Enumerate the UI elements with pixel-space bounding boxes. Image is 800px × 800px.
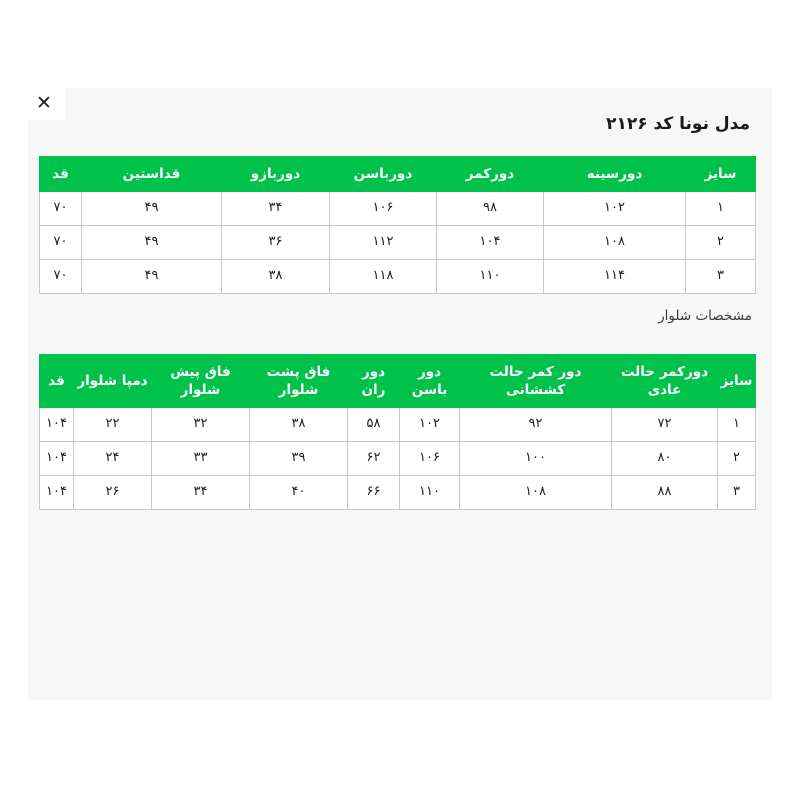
table-cell: ۲ <box>718 442 756 476</box>
table-cell: ۷۰ <box>40 226 82 260</box>
table-cell: ۴۹ <box>82 226 222 260</box>
table-cell: ۱ <box>718 408 756 442</box>
table-cell: ۴۰ <box>250 476 348 510</box>
table-cell: ۱۰۲ <box>400 408 460 442</box>
table-cell: ۱۱۲ <box>330 226 437 260</box>
table-header-cell: قد <box>40 354 74 407</box>
table-cell: ۱۰۴ <box>40 408 74 442</box>
table-cell: ۳ <box>718 476 756 510</box>
table-row <box>40 226 756 260</box>
pants-size-table-wrap <box>40 354 756 510</box>
table-cell: ۱ <box>686 192 756 226</box>
table-header-cell: دورکمر <box>437 157 544 192</box>
table-header-row <box>40 157 756 192</box>
table-row <box>40 408 756 442</box>
table-cell: ۳۸ <box>250 408 348 442</box>
table-header-cell: سایز <box>686 157 756 192</box>
table-header-cell: قد <box>40 157 82 192</box>
table-cell: ۱۰۶ <box>330 192 437 226</box>
table-cell: ۱۱۰ <box>400 476 460 510</box>
table-cell: ۷۰ <box>40 192 82 226</box>
table-cell: ۶۲ <box>348 442 400 476</box>
pants-size-table <box>39 354 756 510</box>
table-cell: ۱۰۴ <box>437 226 544 260</box>
size-guide-modal <box>28 88 772 700</box>
table-cell: ۳۲ <box>152 408 250 442</box>
shirt-size-table <box>39 156 756 294</box>
table-cell: ۲ <box>686 226 756 260</box>
table-cell: ۶۶ <box>348 476 400 510</box>
table-cell: ۱۰۰ <box>460 442 612 476</box>
table-cell: ۳۶ <box>222 226 330 260</box>
page-title: مدل نونا کد ۲۱۲۶ <box>606 114 750 134</box>
table-header-cell: دور ران <box>348 354 400 407</box>
table-cell: ۳ <box>686 260 756 294</box>
table-header-cell: دورباسن <box>330 157 437 192</box>
table-cell: ۱۰۴ <box>40 442 74 476</box>
table-cell: ۱۰۸ <box>544 226 686 260</box>
table-cell: ۱۰۸ <box>460 476 612 510</box>
table-header-cell: سایز <box>718 354 756 407</box>
table-header-cell: دمپا شلوار <box>74 354 152 407</box>
table-row <box>40 476 756 510</box>
table-cell: ۳۸ <box>222 260 330 294</box>
table-header-cell: دوربازو <box>222 157 330 192</box>
table-header-cell: دور باسن <box>400 354 460 407</box>
table-header-cell: فاق پشت شلوار <box>250 354 348 407</box>
table-row <box>40 192 756 226</box>
table-cell: ۳۹ <box>250 442 348 476</box>
table-cell: ۳۴ <box>222 192 330 226</box>
table-cell: ۸۰ <box>612 442 718 476</box>
table-row <box>40 260 756 294</box>
table-cell: ۳۴ <box>152 476 250 510</box>
table-header-cell: قداستین <box>82 157 222 192</box>
table-cell: ۴۹ <box>82 192 222 226</box>
table-cell: ۵۸ <box>348 408 400 442</box>
table-header-cell: دورکمر حالت عادی <box>612 354 718 407</box>
table-cell: ۸۸ <box>612 476 718 510</box>
table-cell: ۹۲ <box>460 408 612 442</box>
table-cell: ۳۳ <box>152 442 250 476</box>
shirt-size-table-wrap <box>40 156 756 294</box>
close-icon[interactable]: ✕ <box>22 84 66 120</box>
table-cell: ۱۱۴ <box>544 260 686 294</box>
table-cell: ۲۲ <box>74 408 152 442</box>
section-label-pants: مشخصات شلوار <box>658 307 752 324</box>
table-cell: ۱۰۶ <box>400 442 460 476</box>
table-header-row <box>40 354 756 407</box>
table-header-cell: فاق پیش شلوار <box>152 354 250 407</box>
table-cell: ۲۴ <box>74 442 152 476</box>
table-cell: ۱۰۲ <box>544 192 686 226</box>
table-header-cell: دور کمر حالت کششانی <box>460 354 612 407</box>
table-cell: ۲۶ <box>74 476 152 510</box>
modal-body <box>28 88 772 510</box>
table-cell: ۴۹ <box>82 260 222 294</box>
table-cell: ۱۰۴ <box>40 476 74 510</box>
table-cell: ۹۸ <box>437 192 544 226</box>
table-cell: ۷۰ <box>40 260 82 294</box>
table-cell: ۱۱۸ <box>330 260 437 294</box>
table-cell: ۱۱۰ <box>437 260 544 294</box>
table-header-cell: دورسینه <box>544 157 686 192</box>
table-cell: ۷۲ <box>612 408 718 442</box>
table-row <box>40 442 756 476</box>
